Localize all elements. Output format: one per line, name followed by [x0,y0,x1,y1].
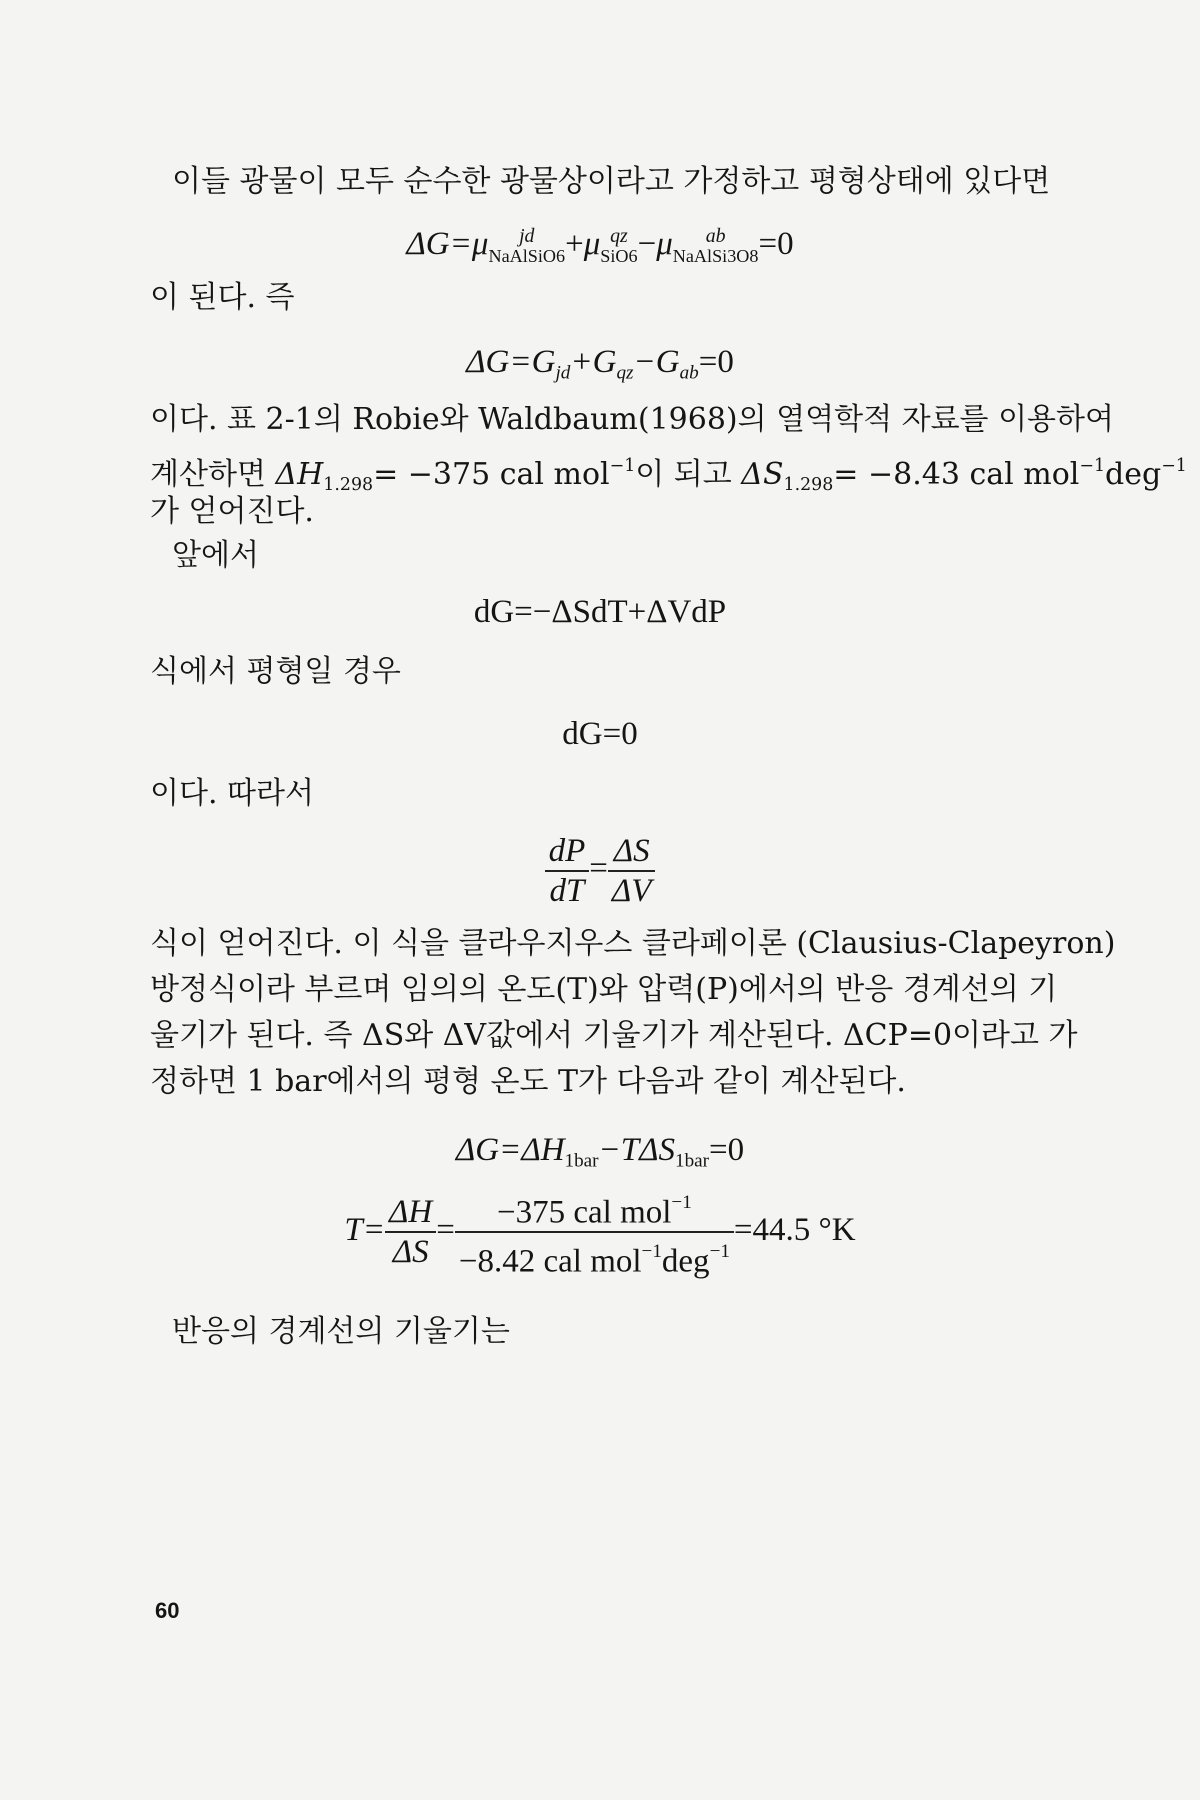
equation-temperature: T= $\frac{\Delta H}{\Delta S}$ = $\frac{-375 cal mol^{-1}}{-8.42 cal mol^{-1}deg^{-1}}$ =44.5 °K [0,1184,1200,1281]
page-number: 60 [155,1598,180,1623]
equation-delta-g-1bar: $\Delta G=\Delta H_{1bar}-T\Delta S_{1bar}=0$ [455,1132,745,1172]
equation-delta-g-chemical-potential: ΔG=μ jd NaAlSiO6 +μ qz SiO6 −μ ab NaAlSi3O8 =0 [406,225,794,267]
paragraph-data-line2: 계산하면 $\Delta H_{1.298}= -375$ cal mol$^{-1}$이 되고 $\Delta S_{1.298}= -8.43$ cal mol$^{-1}$deg$^{-1}$ [150,456,1187,496]
equation-delta-g-free-energy: $\Delta G=G_{jd}+G_{qz}-G_{ab}=0$ [466,344,734,384]
paragraph-clapeyron-line3: 울기가 된다. 즉 ΔS와 ΔV값에서 기울기가 계산된다. ΔCP=0이라고 가 [150,1018,1078,1053]
equation-clapeyron: $\frac{dP}{dT}$ = $\frac{\Delta S}{\Delta V}$ [0,832,1200,910]
paragraph-data-line3: 가 얻어진다. [150,494,314,529]
paragraph-equilibrium: 식에서 평형일 경우 [150,654,401,689]
paragraph-previously: 앞에서 [172,538,259,573]
equation-dg-differential: dG=−ΔSdT+ΔVdP [473,594,727,630]
paragraph-clapeyron-line1: 식이 얻어진다. 이 식을 클라우지우스 클라페이론 (Clausius-Clapeyron) [150,926,1116,961]
paragraph-thus: 이 된다. 즉 [150,280,295,315]
paragraph-intro: 이들 광물이 모두 순수한 광물상이라고 가정하고 평형상태에 있다면 [172,164,1051,199]
paragraph-clapeyron-line4: 정하면 1 bar에서의 평형 온도 T가 다음과 같이 계산된다. [150,1064,906,1099]
paragraph-data-line1: 이다. 표 2-1의 Robie와 Waldbaum(1968)의 열역학적 자료를 이용하여 [150,402,1114,437]
paragraph-slope: 반응의 경계선의 기울기는 [172,1314,510,1349]
paragraph-clapeyron-line2: 방정식이라 부르며 임의의 온도(T)와 압력(P)에서의 반응 경계선의 기 [150,972,1058,1007]
equation-dg-zero: dG=0 [562,716,638,752]
paragraph-therefore: 이다. 따라서 [150,776,314,811]
